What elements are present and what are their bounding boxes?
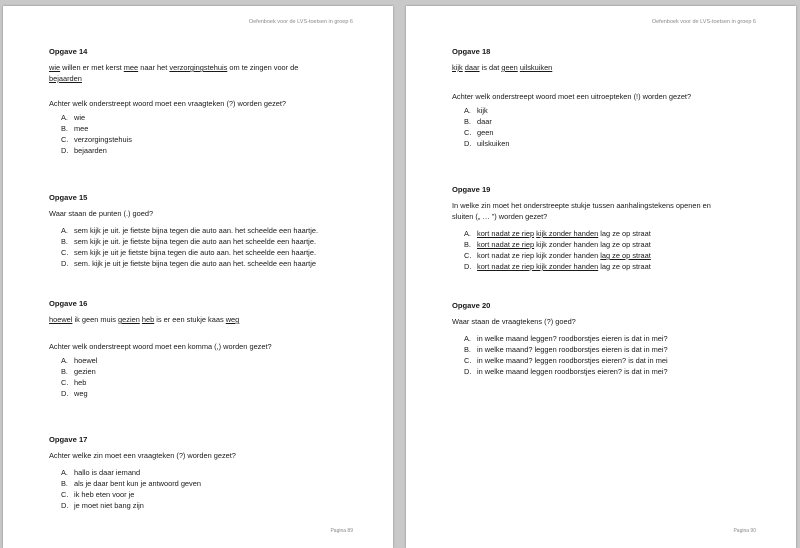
exercise-19 — [452, 184, 752, 272]
underlined-word: gezien — [118, 315, 140, 324]
answer-option: C. geen — [464, 128, 494, 137]
exercise-question: Waar staan de vraagtekens (?) goed? — [452, 317, 576, 326]
exercise-sentence: wie willen er met kerst mee naar het verzorgingstehuis om te zingen voor de — [49, 63, 299, 72]
underlined-word: geen — [501, 63, 518, 72]
answer-option: A. in welke maand leggen? roodborstjes eieren is dat in mei? — [464, 334, 668, 343]
exercise-title: Opgave 20 — [452, 301, 491, 310]
answer-option: D. je moet niet bang zijn — [61, 501, 144, 510]
answer-options — [61, 467, 349, 511]
answer-option: D. in welke maand leggen roodborstjes eieren? is dat in mei? — [464, 367, 668, 376]
answer-option: B. in welke maand? leggen roodborstjes eieren is dat in mei? — [464, 345, 668, 354]
answer-option: B. kort nadat ze riep kijk zonder handen lag ze op straat — [464, 240, 651, 249]
answer-option: B. als je daar bent kun je antwoord geven — [61, 479, 201, 488]
page-header: Oefenboek voor de LVS-toetsen in groep 6 — [651, 19, 756, 25]
exercise-title: Opgave 15 — [49, 193, 88, 202]
exercise-question: Achter welke zin moet een vraagteken (?) worden gezet? — [49, 451, 236, 460]
answer-option: A. kijk — [464, 106, 488, 115]
answer-option: D. kort nadat ze riep kijk zonder handen lag ze op straat — [464, 262, 651, 271]
answer-options — [61, 225, 349, 269]
exercise-17 — [49, 434, 349, 511]
answer-option: A. sem kijk je uit. je fietste bijna tegen die auto aan. het scheelde een haartje. — [61, 226, 319, 235]
answer-option: C. heb — [61, 378, 87, 387]
page-number: Pagina 89 — [330, 528, 353, 534]
answer-option: C. verzorgingstehuis — [61, 135, 132, 144]
page-number: Pagina 90 — [733, 528, 756, 534]
answer-options — [61, 112, 349, 156]
exercise-title: Opgave 17 — [49, 435, 88, 444]
underlined-word: hoewel — [49, 315, 73, 324]
exercise-intro: sluiten („ … ”) worden gezet? — [452, 212, 548, 221]
answer-option: B. daar — [464, 117, 492, 126]
document-page-left — [3, 6, 393, 548]
exercise-20 — [452, 300, 752, 377]
underlined-word: heb — [141, 315, 155, 324]
exercise-question: Achter welk onderstreept woord moet een uitroepteken (!) worden gezet? — [452, 92, 692, 101]
exercise-sentence: kijk daar is dat geen uilskuiken — [452, 63, 553, 72]
answer-option: A. hallo is daar iemand — [61, 468, 141, 477]
exercise-intro: In welke zin moet het onderstreepte stukje tussen aanhalingstekens openen en — [452, 201, 711, 210]
answer-option: A. hoewel — [61, 356, 98, 365]
exercise-title: Opgave 19 — [452, 185, 491, 194]
answer-option: D. sem. kijk je uit je fietste bijna tegen die auto aan het. scheelde een haartje — [61, 259, 316, 268]
answer-option: C. in welke maand? leggen roodborstjes eieren? is dat in mei — [464, 356, 668, 365]
underlined-word: wie — [49, 63, 61, 72]
answer-option: A. wie — [61, 113, 86, 122]
answer-option: B. sem kijk je uit. je fietste bijna tegen die auto aan het scheelde een haartje. — [61, 237, 316, 246]
underlined-word: bejaarden — [49, 74, 82, 83]
underlined-word: uilskuiken — [519, 63, 553, 72]
exercise-question: Achter welk onderstreept woord moet een komma (,) worden gezet? — [49, 342, 272, 351]
answer-option: B. mee — [61, 124, 89, 133]
exercise-14 — [49, 46, 349, 156]
underlined-word: daar — [464, 63, 480, 72]
answer-option: D. weg — [61, 389, 88, 398]
answer-option: B. gezien — [61, 367, 96, 376]
exercise-sentence: hoewel ik geen muis gezien heb is er een stukje kaas weg — [49, 315, 240, 324]
exercise-16 — [49, 298, 349, 399]
answer-option: C. sem kijk je uit je fietste bijna tegen die auto aan. het scheelde een haartje. — [61, 248, 316, 257]
exercise-title: Opgave 14 — [49, 47, 88, 56]
answer-option: A. kort nadat ze riep kijk zonder handen lag ze op straat — [464, 229, 651, 238]
exercise-question: Achter welk onderstreept woord moet een vraagteken (?) worden gezet? — [49, 99, 287, 108]
document-page-right — [406, 6, 796, 548]
underlined-word: weg — [225, 315, 240, 324]
answer-option: C. kort nadat ze riep kijk zonder handen lag ze op straat — [464, 251, 651, 260]
underlined-word: mee — [123, 63, 139, 72]
answer-option: D. bejaarden — [61, 146, 107, 155]
exercise-15 — [49, 192, 349, 269]
underlined-word: verzorgingstehuis — [169, 63, 228, 72]
exercise-18 — [452, 46, 752, 149]
answer-option: C. ik heb eten voor je — [61, 490, 135, 499]
answer-options — [464, 333, 752, 377]
exercise-question: Waar staan de punten (.) goed? — [49, 209, 154, 218]
exercise-title: Opgave 16 — [49, 299, 88, 308]
answer-options — [61, 355, 349, 399]
page-header: Oefenboek voor de LVS-toetsen in groep 6 — [248, 19, 353, 25]
answer-option: D. uilskuiken — [464, 139, 510, 148]
exercise-title: Opgave 18 — [452, 47, 491, 56]
answer-options — [464, 228, 752, 272]
answer-options — [464, 105, 752, 149]
underlined-word: kijk — [452, 63, 463, 72]
